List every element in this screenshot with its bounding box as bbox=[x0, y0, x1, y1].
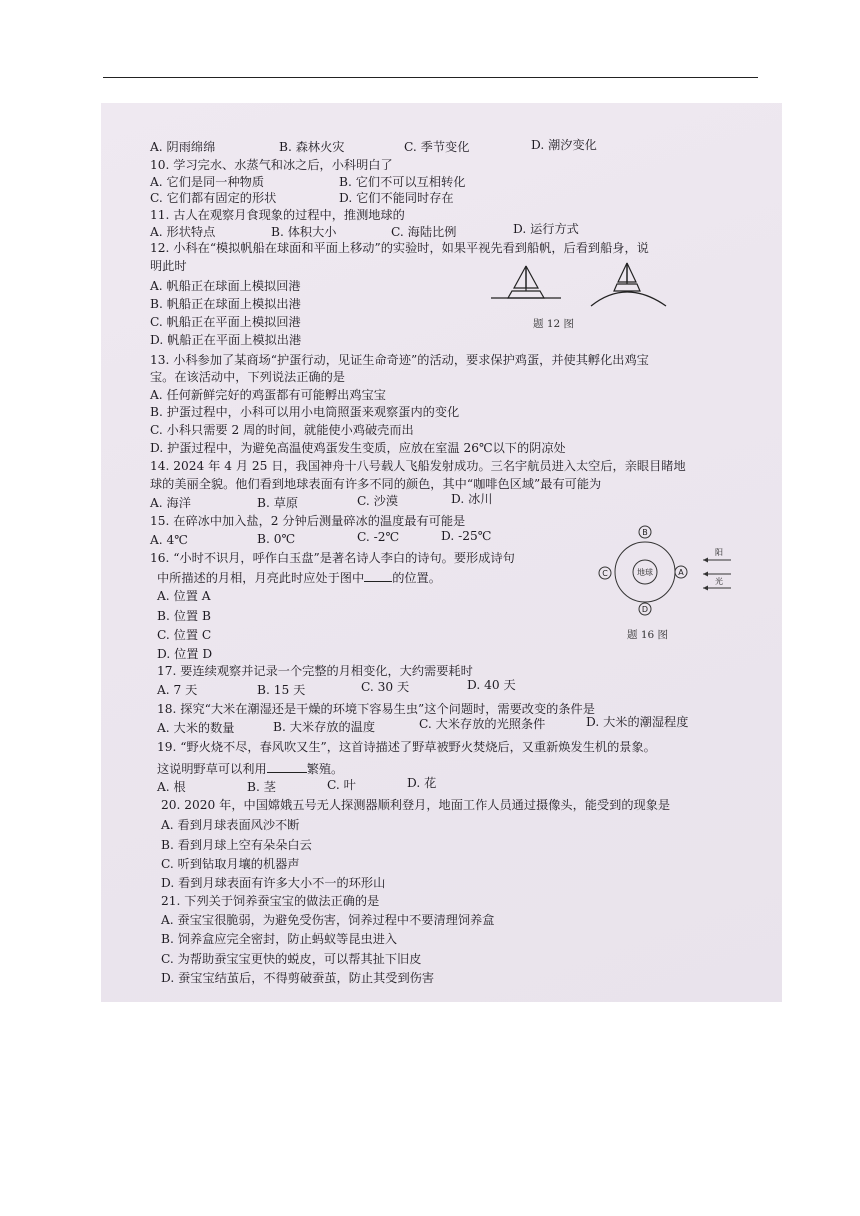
q16-stem-line1: 16. “小时不识月，呼作白玉盘”是著名诗人李白的诗句。要形成诗句 bbox=[150, 551, 515, 565]
q16-position-d: D bbox=[641, 605, 649, 614]
q15-option-a: A. 4℃ bbox=[150, 533, 188, 547]
q16-answer-blank bbox=[364, 569, 392, 582]
q14-option-a: A. 海洋 bbox=[150, 496, 191, 510]
q12-stem-line2: 明此时 bbox=[150, 259, 187, 273]
q16-moon-orbit-figure bbox=[591, 523, 736, 623]
q14-option-d: D. 冰川 bbox=[451, 492, 493, 506]
q13-option-c: C. 小科只需要 2 周的时间，就能使小鸡破壳而出 bbox=[150, 423, 414, 437]
q9-option-b: B. 森林火灾 bbox=[279, 140, 345, 154]
q18-option-b: B. 大米存放的温度 bbox=[273, 720, 376, 734]
q15-option-d: D. -25℃ bbox=[441, 529, 492, 543]
q11-option-c: C. 海陆比例 bbox=[391, 225, 457, 239]
q15-option-c: C. -2℃ bbox=[357, 530, 400, 544]
q11-option-a: A. 形状特点 bbox=[150, 225, 216, 239]
q12-option-a: A. 帆船正在球面上模拟回港 bbox=[150, 279, 301, 293]
header-rule bbox=[103, 77, 758, 78]
q16-sunlight-label-1: 阳 bbox=[715, 548, 723, 557]
q17-option-a: A. 7 天 bbox=[157, 683, 198, 697]
q9-option-c: C. 季节变化 bbox=[404, 140, 470, 154]
q12-option-d: D. 帆船正在平面上模拟出港 bbox=[150, 333, 302, 347]
q18-option-d: D. 大米的潮湿程度 bbox=[586, 715, 689, 729]
q13-option-b: B. 护蛋过程中，小科可以用小电筒照蛋来观察蛋内的变化 bbox=[150, 405, 460, 419]
q16-figure-caption: 题 16 图 bbox=[627, 629, 669, 641]
q10-option-b: B. 它们不可以互相转化 bbox=[339, 175, 466, 189]
q12-sailboat-figure bbox=[486, 258, 691, 318]
q15-stem: 15. 在碎冰中加入盐，2 分钟后测量碎冰的温度最有可能是 bbox=[150, 514, 466, 528]
q16-option-c: C. 位置 C bbox=[157, 628, 212, 642]
q16-sunlight-label-2: 光 bbox=[715, 577, 723, 586]
q12-figure-caption: 题 12 图 bbox=[533, 318, 575, 330]
q14-option-b: B. 草原 bbox=[257, 496, 299, 510]
q21-option-a: A. 蚕宝宝很脆弱，为避免受伤害，饲养过程中不要清理饲养盒 bbox=[161, 913, 495, 927]
q16-stem-after: 的位置。 bbox=[392, 571, 441, 585]
q16-earth-label: 地球 bbox=[637, 568, 653, 577]
q10-stem: 10. 学习完水、水蒸气和冰之后，小科明白了 bbox=[150, 158, 393, 172]
q19-option-c: C. 叶 bbox=[327, 778, 356, 792]
q10-option-c: C. 它们都有固定的形状 bbox=[150, 191, 277, 205]
q16-option-a: A. 位置 A bbox=[157, 589, 211, 603]
q19-option-d: D. 花 bbox=[407, 776, 437, 790]
q10-option-d: D. 它们不能同时存在 bbox=[339, 191, 454, 205]
q18-option-a: A. 大米的数量 bbox=[157, 721, 235, 735]
q19-answer-blank bbox=[267, 760, 307, 773]
q16-option-d: D. 位置 D bbox=[157, 647, 213, 661]
q21-option-c: C. 为帮助蚕宝宝更快的蜕皮，可以帮其扯下旧皮 bbox=[161, 952, 422, 966]
q12-stem-line1: 12. 小科在“模拟帆船在球面和平面上移动”的实验时，如果平视先看到船帆，后看到船身，说 bbox=[150, 241, 649, 255]
q19-stem-line1: 19. “野火烧不尽，春风吹又生”，这首诗描述了野草被野火焚烧后，又重新焕发生机的景象。 bbox=[157, 740, 656, 754]
q9-option-d: D. 潮汐变化 bbox=[531, 138, 597, 152]
q17-option-c: C. 30 天 bbox=[361, 680, 410, 694]
q19-option-a: A. 根 bbox=[157, 780, 186, 794]
q21-option-b: B. 饲养盒应完全密封，防止蚂蚁等昆虫进入 bbox=[161, 932, 398, 946]
q13-option-a: A. 任何新鲜完好的鸡蛋都有可能孵出鸡宝宝 bbox=[150, 388, 386, 402]
q21-stem: 21. 下列关于饲养蚕宝宝的做法正确的是 bbox=[161, 894, 380, 908]
q16-position-b: B bbox=[642, 528, 648, 537]
q16-position-c: C bbox=[602, 569, 608, 578]
q20-stem: 20. 2020 年，中国嫦娥五号无人探测器顺利登月，地面工作人员通过摄像头，能受到的现象是 bbox=[161, 798, 671, 812]
q12-option-b: B. 帆船正在球面上模拟出港 bbox=[150, 297, 301, 311]
q20-option-d: D. 看到月球表面有许多大小不一的环形山 bbox=[161, 876, 386, 890]
q14-option-c: C. 沙漠 bbox=[357, 494, 399, 508]
q16-stem-before: 中所描述的月相，月亮此时应处于图中 bbox=[157, 571, 365, 585]
q19-stem-after: 繁殖。 bbox=[306, 762, 344, 776]
q13-stem-line1: 13. 小科参加了某商场“护蛋行动，见证生命奇迹”的活动，要求保护鸡蛋，并使其孵化出鸡宝 bbox=[150, 353, 649, 367]
q12-option-c: C. 帆船正在平面上模拟回港 bbox=[150, 315, 301, 329]
q20-option-b: B. 看到月球上空有朵朵白云 bbox=[161, 838, 312, 852]
q17-option-b: B. 15 天 bbox=[257, 683, 306, 697]
q16-position-a: A bbox=[678, 568, 684, 577]
q19-option-b: B. 茎 bbox=[247, 780, 276, 794]
q14-stem-line2: 球的美丽全貌。他们看到地球表面有许多不同的颜色，其中“咖啡色区域”最有可能为 bbox=[150, 477, 602, 491]
q17-option-d: D. 40 天 bbox=[467, 678, 516, 692]
q10-option-a: A. 它们是同一种物质 bbox=[150, 175, 265, 189]
q11-option-d: D. 运行方式 bbox=[513, 222, 579, 236]
q13-stem-line2: 宝。在该活动中，下列说法正确的是 bbox=[150, 370, 345, 384]
q14-stem-line1: 14. 2024 年 4 月 25 日，我国神舟十八号载人飞船发射成功。三名宇航员进入太空后，亲眼目睹地 bbox=[150, 459, 686, 473]
q21-option-d: D. 蚕宝宝结茧后，不得剪破蚕茧，防止其受到伤害 bbox=[161, 971, 435, 985]
q17-stem: 17. 要连续观察并记录一个完整的月相变化，大约需要耗时 bbox=[157, 664, 473, 678]
q11-option-b: B. 体积大小 bbox=[271, 225, 337, 239]
q15-option-b: B. 0℃ bbox=[257, 532, 296, 546]
q19-stem-line2 bbox=[157, 760, 343, 777]
q18-option-c: C. 大米存放的光照条件 bbox=[419, 717, 546, 731]
q16-option-b: B. 位置 B bbox=[157, 609, 211, 623]
q16-stem-line2 bbox=[157, 569, 441, 586]
q20-option-a: A. 看到月球表面风沙不断 bbox=[161, 818, 300, 832]
q20-option-c: C. 听到钻取月壤的机器声 bbox=[161, 857, 300, 871]
q18-stem: 18. 探究“大米在潮湿还是干燥的环境下容易生虫”这个问题时，需要改变的条件是 bbox=[157, 702, 595, 716]
q9-option-a: A. 阴雨绵绵 bbox=[150, 140, 216, 154]
exam-photo bbox=[101, 103, 782, 1002]
q11-stem: 11. 古人在观察月食现象的过程中，推测地球的 bbox=[150, 208, 405, 222]
q19-stem-before: 这说明野草可以利用 bbox=[157, 762, 267, 776]
q13-option-d: D. 护蛋过程中，为避免高温使鸡蛋发生变质，应放在室温 26℃以下的阴凉处 bbox=[150, 441, 566, 455]
